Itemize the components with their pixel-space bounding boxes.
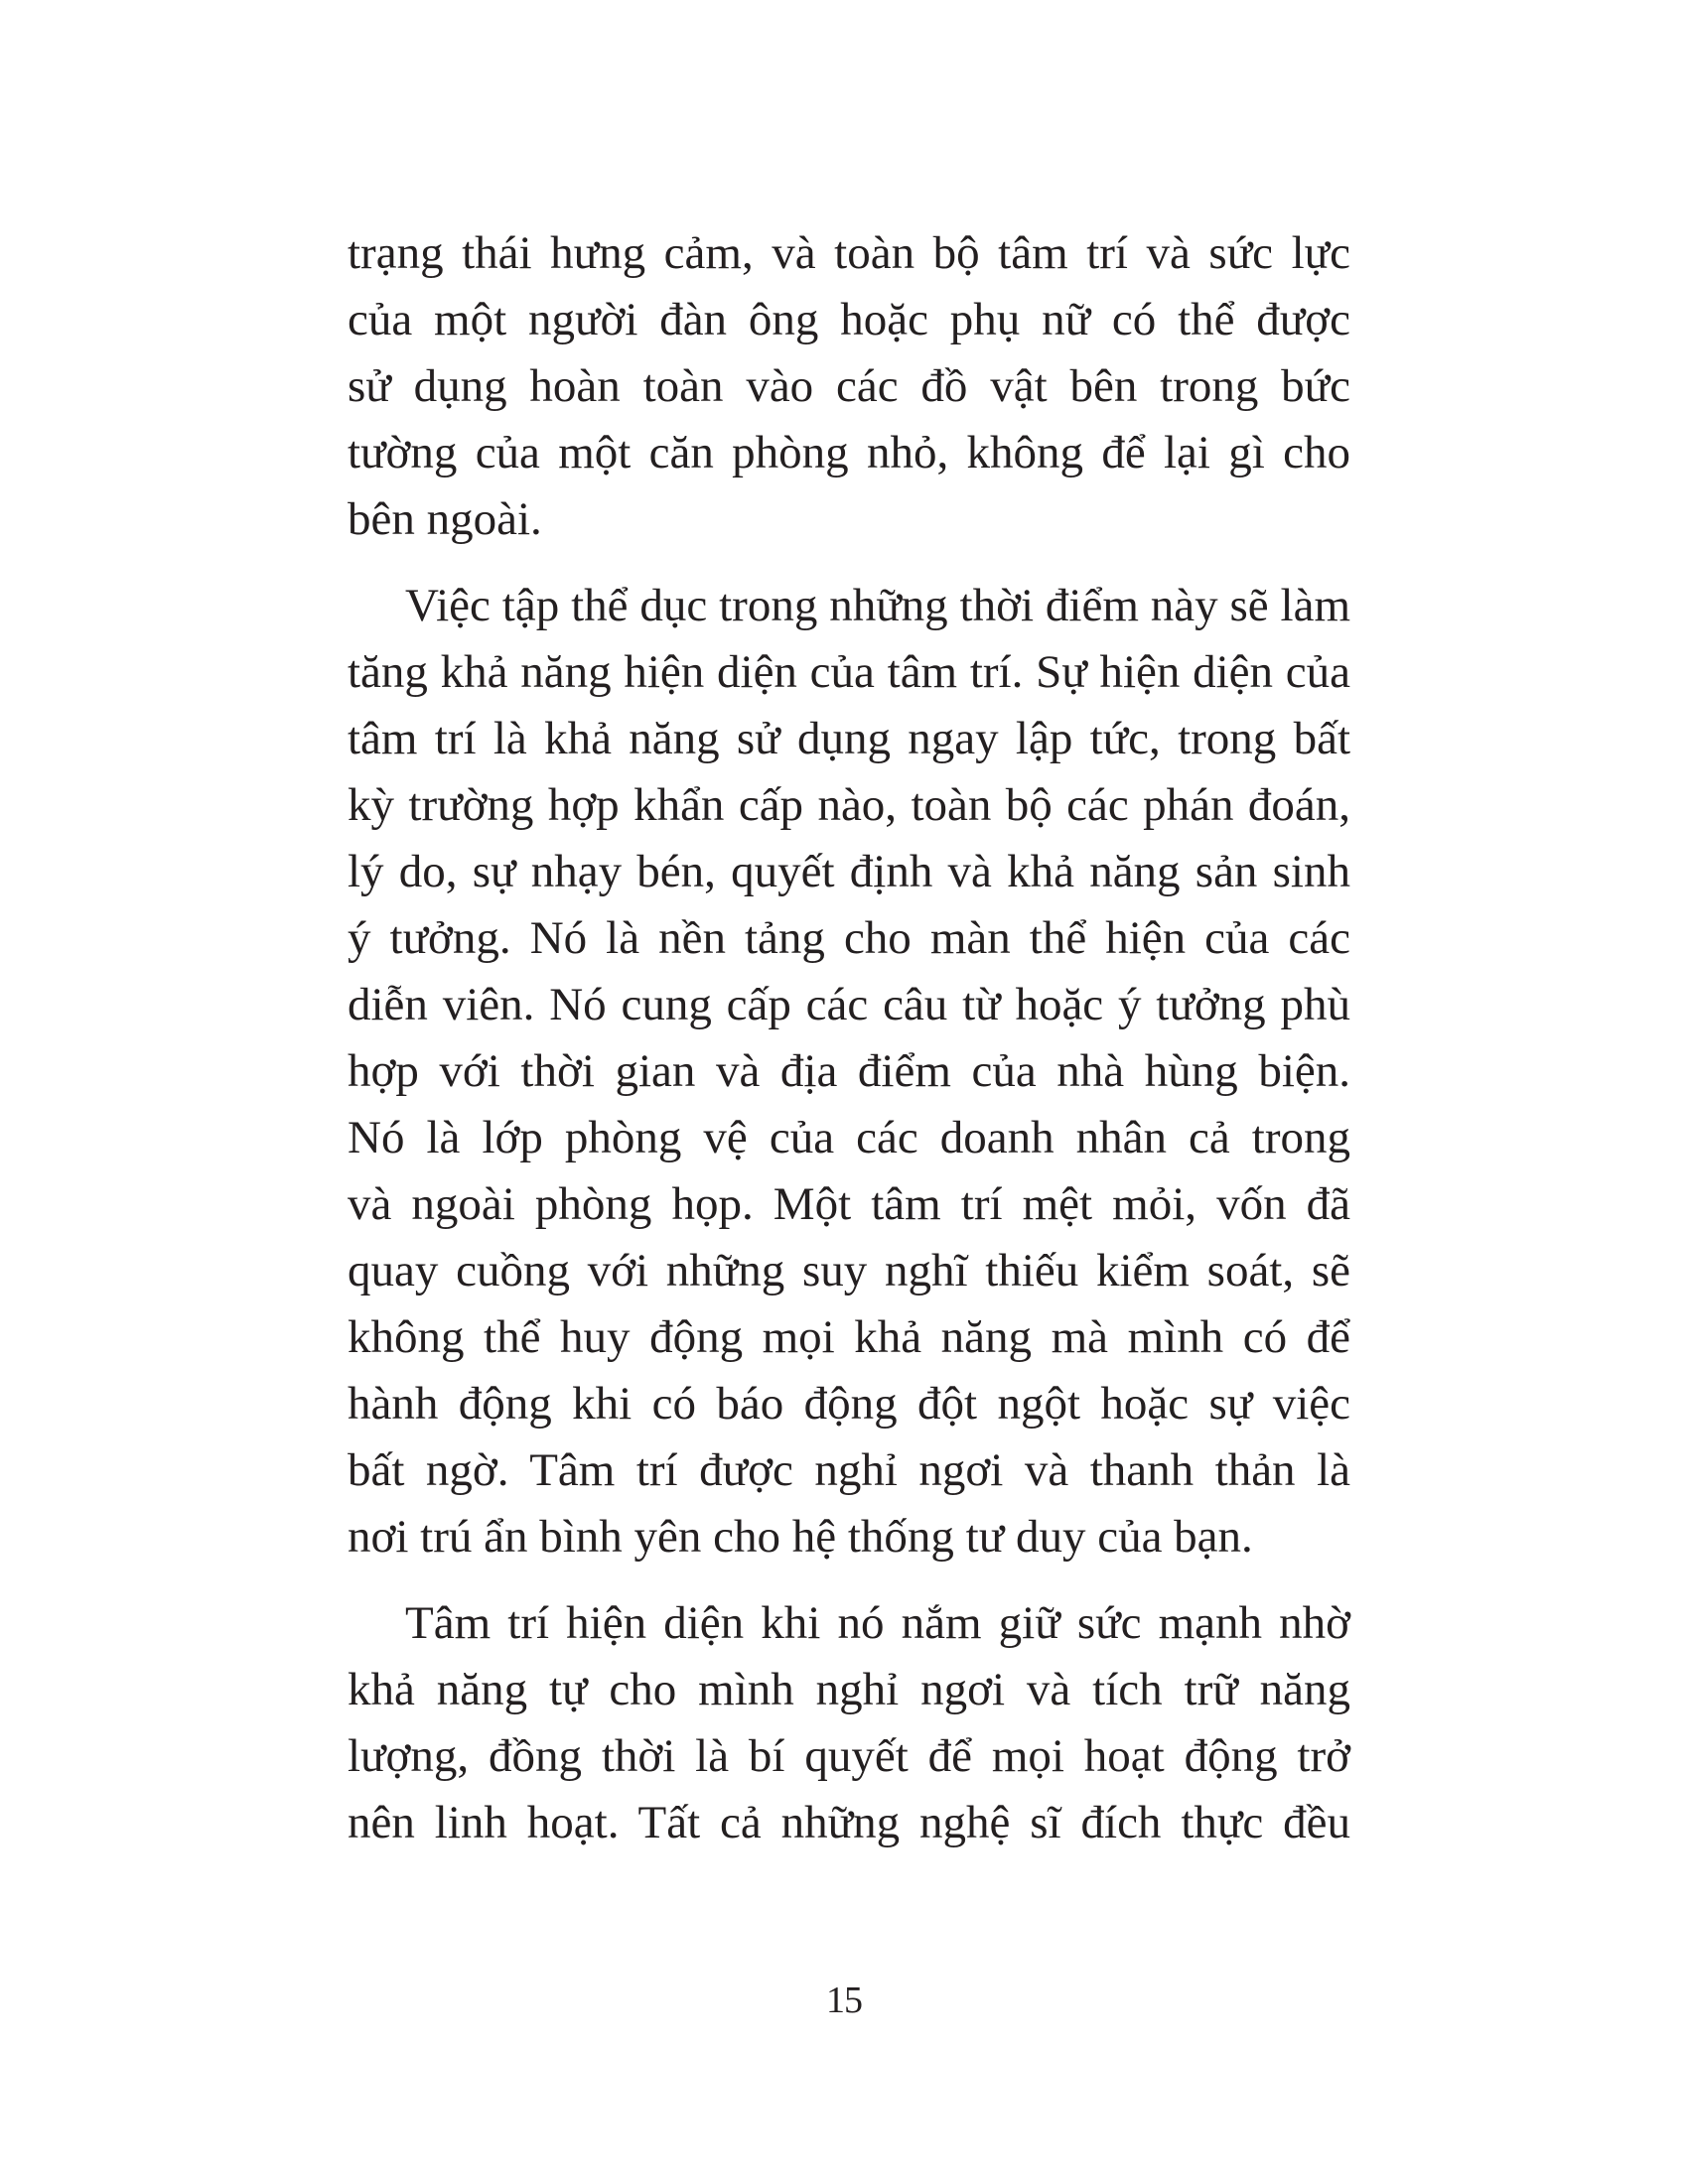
text-line: nơi trú ẩn bình yên cho hệ thống tư duy của bạn. (348, 1511, 1253, 1563)
text-line: của một người đàn ông hoặc phụ nữ có thể được (348, 294, 1350, 345)
text-line: sử dụng hoàn toàn vào các đồ vật bên trong bức (348, 360, 1350, 412)
text-line: diễn viên. Nó cung cấp các câu từ hoặc ý tưởng phù (348, 979, 1350, 1030)
text-line: hành động khi có báo động đột ngột hoặc sự việc (348, 1378, 1350, 1430)
text-line: hợp với thời gian và địa điểm của nhà hùng biện. (348, 1045, 1350, 1097)
text-line: nên linh hoạt. Tất cả những nghệ sĩ đích thực đều (348, 1797, 1350, 1848)
text-line: không thể huy động mọi khả năng mà mình có để (348, 1311, 1350, 1363)
text-line: khả năng tự cho mình nghỉ ngơi và tích trữ năng (348, 1664, 1350, 1715)
paragraph (348, 1590, 1350, 1856)
text-line: và ngoài phòng họp. Một tâm trí mệt mỏi, vốn đã (348, 1178, 1350, 1230)
text-line: lý do, sự nhạy bén, quyết định và khả năng sản sinh (348, 846, 1350, 897)
text-line: ý tưởng. Nó là nền tảng cho màn thể hiện của các (348, 912, 1350, 964)
text-line: bất ngờ. Tâm trí được nghỉ ngơi và thanh thản là (348, 1444, 1350, 1496)
page-number: 15 (826, 1979, 862, 2021)
body-text (348, 220, 1350, 1856)
paragraph (348, 220, 1350, 553)
text-line: lượng, đồng thời là bí quyết để mọi hoạt động trở (348, 1730, 1350, 1782)
text-line: kỳ trường hợp khẩn cấp nào, toàn bộ các phán đoán, (348, 779, 1350, 831)
text-line: Nó là lớp phòng vệ của các doanh nhân cả trong (348, 1112, 1350, 1163)
paragraph (348, 573, 1350, 1570)
text-line: bên ngoài. (348, 493, 542, 545)
text-line: tường của một căn phòng nhỏ, không để lại gì cho (348, 427, 1350, 478)
text-line: Việc tập thể dục trong những thời điểm này sẽ làm (405, 580, 1350, 631)
paragraph-spacer (348, 553, 1350, 573)
paragraph-spacer (348, 1570, 1350, 1590)
text-line: tăng khả năng hiện diện của tâm trí. Sự hiện diện của (348, 646, 1350, 698)
text-line: Tâm trí hiện diện khi nó nắm giữ sức mạnh nhờ (405, 1597, 1350, 1649)
text-line: tâm trí là khả năng sử dụng ngay lập tức, trong bất (348, 713, 1350, 764)
text-line: trạng thái hưng cảm, và toàn bộ tâm trí và sức lực (348, 227, 1350, 279)
text-line: quay cuồng với những suy nghĩ thiếu kiểm soát, sẽ (348, 1245, 1350, 1297)
